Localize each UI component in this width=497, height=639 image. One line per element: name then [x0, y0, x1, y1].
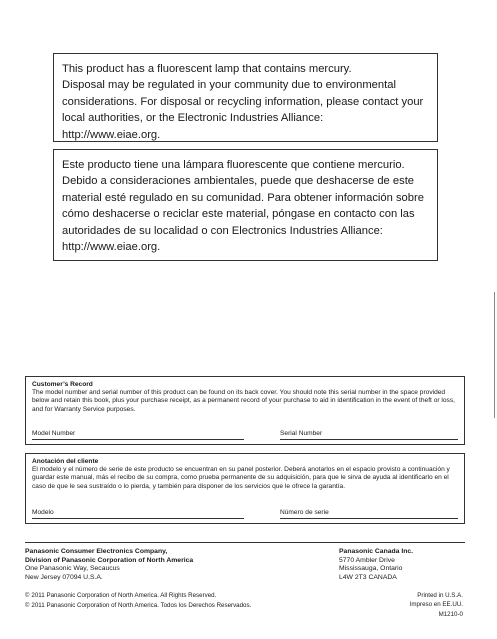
- notice-line: Disposal may be regulated in your community due to environmental: [62, 79, 396, 92]
- printed-line: Impreso en EE.UU.: [409, 601, 463, 609]
- address-line: Mississauga, Ontario: [339, 565, 403, 573]
- anotacion-cliente-box: [25, 453, 465, 524]
- notice-english: [53, 53, 438, 142]
- notice-link[interactable]: http://www.eiae.org.: [62, 128, 161, 141]
- printed-line: Printed in U.S.A.: [417, 592, 463, 599]
- notice-line: autoridades de su localidad o con Electronics Industries Alliance:: [62, 224, 383, 237]
- footer-divider: [25, 542, 465, 543]
- address-canada: [339, 548, 413, 582]
- address-us: [25, 548, 193, 582]
- record-fields: [32, 509, 458, 519]
- record-fields: [32, 430, 458, 440]
- record-body: The model number and serial number of this product can be found on its back cover. You should note this serial number in the space provided below and retain this book, plus your purchase receipt, as a permanent record of your purchase to aid in identification in the event of theft or loss, and for Warranty Service purposes.: [32, 389, 455, 413]
- copyright-line: 2011 Panasonic Corporation of North America. Todos los Derechos Reservados.: [31, 602, 252, 610]
- record-title: Anotación del cliente: [32, 458, 99, 465]
- page-edge-mark: [494, 292, 495, 418]
- notice-line: material esté regulado en su comunidad. Para obtener información sobre: [62, 191, 424, 204]
- company-name: Panasonic Canada Inc.: [339, 548, 414, 555]
- copyright-line: 2011 Panasonic Corporation of North America. All Rights Reserved.: [31, 592, 217, 599]
- model-number-field[interactable]: Model Number: [32, 429, 244, 440]
- printed-in: [410, 591, 463, 619]
- record-body: El modelo y el número de serie de este producto se encuentran en su panel posterior. Deberá anotarlos en el espacio provisto a continuación y guardar este manual, más el recibo de su compra, como prueba permanente de su adquisición, para que le sirva de ayuda al identificarlo en el caso de que le sea sustraído o lo pierda, y también para disponer de los servicios que le ofrece la garantía.: [32, 466, 450, 490]
- notice-line: local authorities, or the Electronic Industries Alliance:: [62, 112, 324, 125]
- notice-line: This product has a fluorescent lamp that contains mercury.: [62, 63, 352, 75]
- copyright-icon: ©: [25, 593, 30, 599]
- address-line: One Panasonic Way, Secaucus: [25, 565, 120, 573]
- serial-number-field[interactable]: Serial Number: [280, 429, 458, 440]
- modelo-field[interactable]: Modelo: [32, 508, 244, 519]
- notice-spanish: [53, 149, 438, 261]
- customer-record-box: [25, 376, 465, 445]
- notice-line: Debido a consideraciones ambientales, puede que deshacerse de este: [62, 175, 415, 188]
- document-code: M1210-0: [438, 610, 463, 618]
- copyright-icon: ©: [25, 603, 30, 610]
- notice-line: cómo deshacerse o reciclar este material, póngase en contacto con las: [62, 208, 415, 221]
- address-line: New Jersey 07094 U.S.A.: [25, 573, 103, 581]
- address-line: 5770 Ambler Drive: [339, 556, 395, 564]
- company-name: Panasonic Consumer Electronics Company,: [25, 548, 168, 555]
- notice-line: considerations. For disposal or recycling information, please contact your: [62, 95, 424, 108]
- copyright: [25, 591, 251, 612]
- numero-de-serie-field[interactable]: Número de serie: [280, 508, 458, 519]
- notice-line: Este producto tiene una lámpara fluorescente que contiene mercurio.: [62, 159, 405, 171]
- address-line: L4W 2T3 CANADA: [339, 573, 397, 581]
- company-division: Division of Panasonic Corporation of North America: [25, 556, 194, 564]
- record-title: Customer’s Record: [32, 381, 93, 388]
- notice-link[interactable]: http://www.eiae.org.: [62, 241, 161, 254]
